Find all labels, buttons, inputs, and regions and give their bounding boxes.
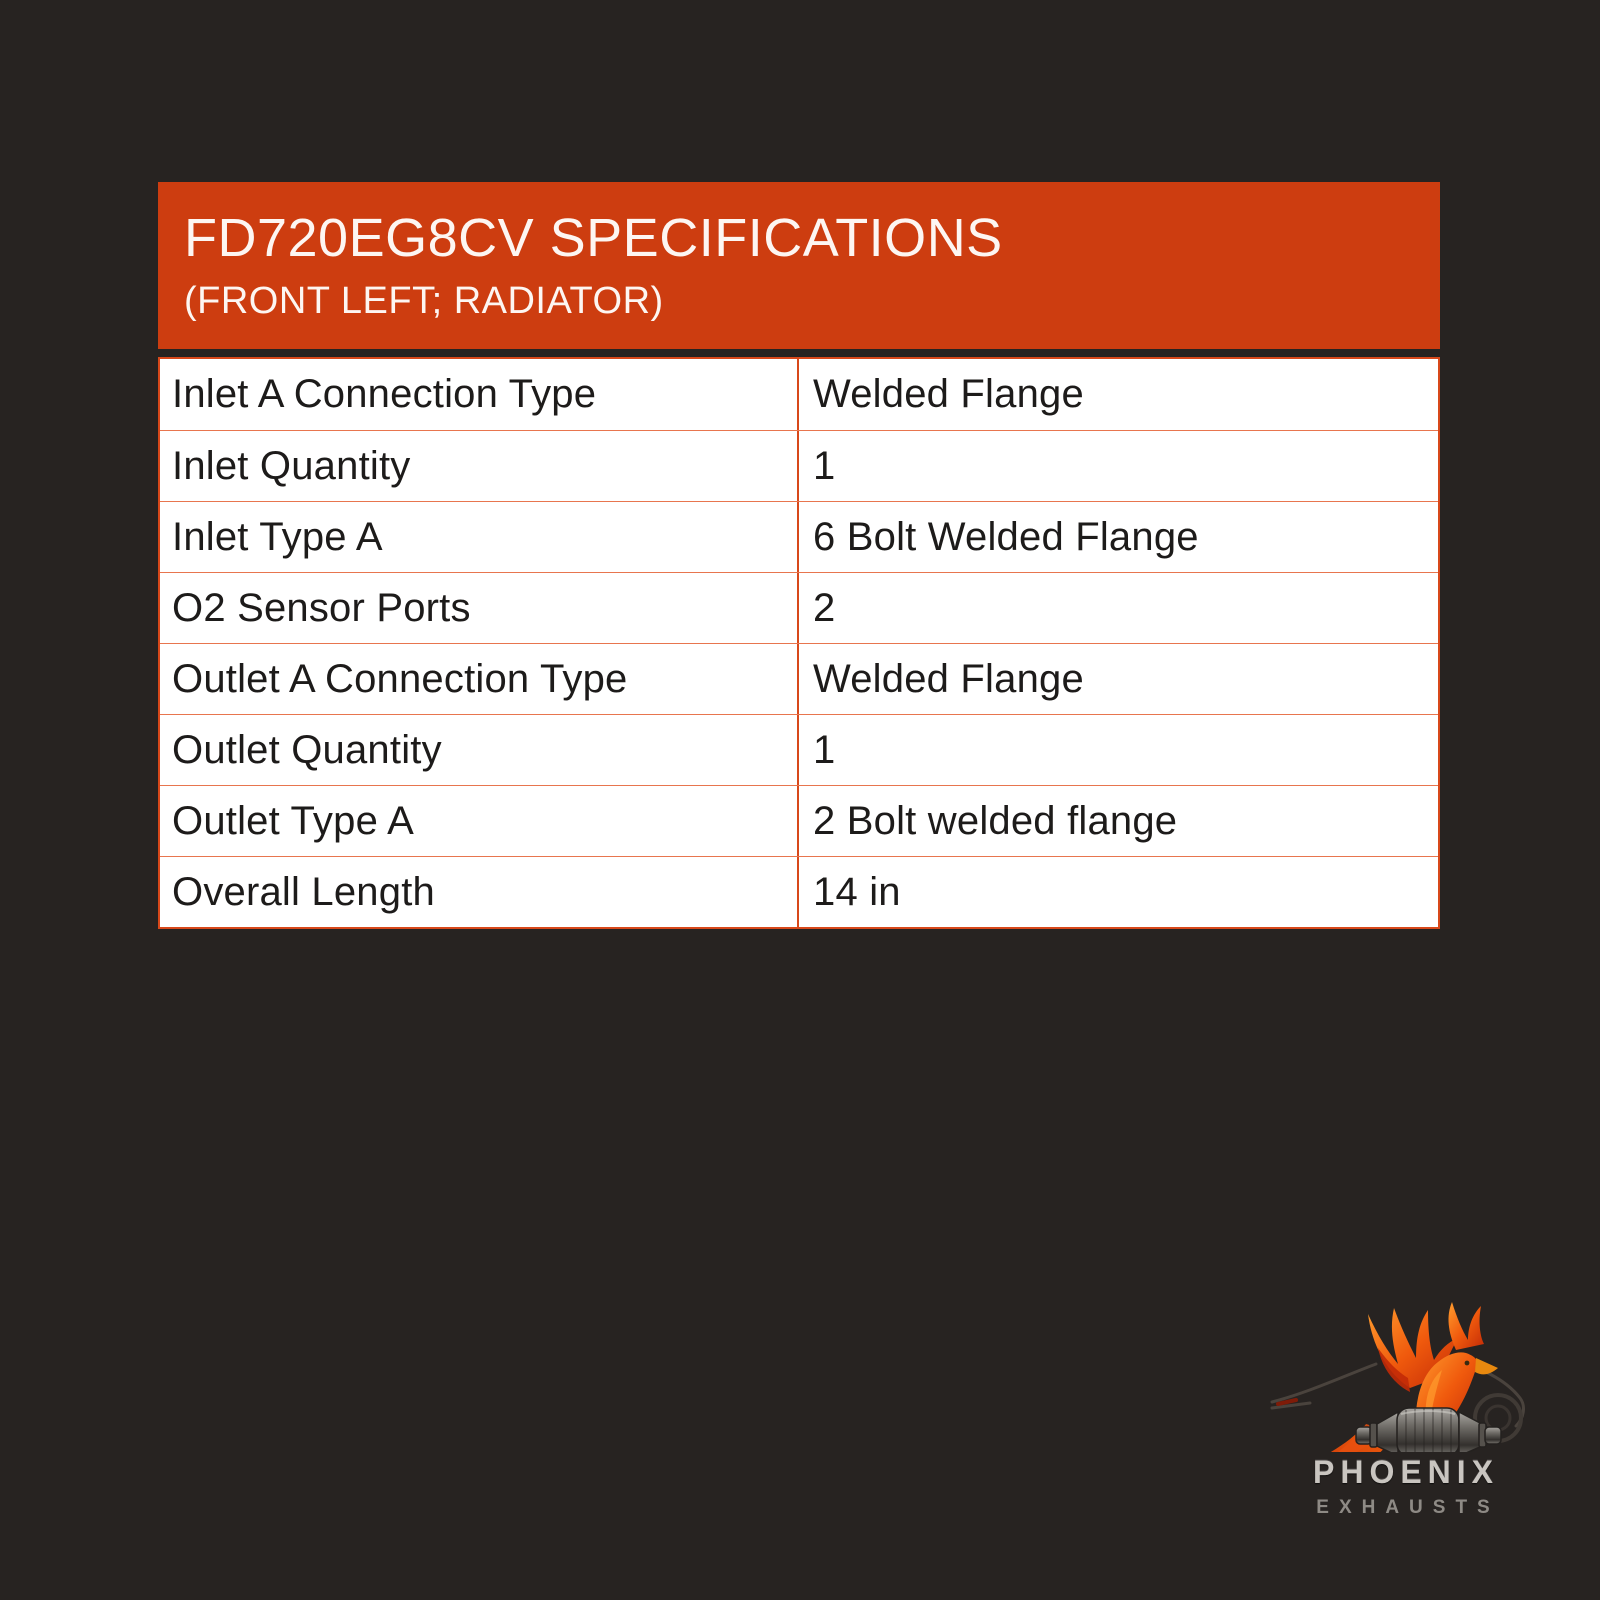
phoenix-exhausts-logo	[1258, 1280, 1548, 1519]
table-row	[160, 643, 1438, 714]
spec-value-cell: Welded Flange	[813, 656, 1084, 701]
catalytic-converter-icon	[1356, 1408, 1501, 1452]
spec-value-cell: 1	[813, 443, 836, 488]
spec-value-cell: 6 Bolt Welded Flange	[813, 514, 1199, 559]
spec-label-cell: Inlet Quantity	[160, 431, 799, 501]
spec-label-cell: Outlet Quantity	[160, 715, 799, 785]
table-row	[160, 501, 1438, 572]
table-row	[160, 572, 1438, 643]
table-row	[160, 430, 1438, 501]
spec-label-cell: Inlet A Connection Type	[160, 359, 799, 430]
spec-label-cell: Outlet Type A	[160, 786, 799, 856]
spec-value-cell: Welded Flange	[813, 372, 1084, 416]
spec-value-cell: 14 in	[813, 869, 901, 914]
spec-value-cell: 2	[813, 585, 836, 630]
table-row	[160, 714, 1438, 785]
spec-label-cell: Inlet Type A	[160, 502, 799, 572]
page-subtitle: (FRONT LEFT; RADIATOR)	[184, 279, 664, 322]
spec-value-cell: 2 Bolt welded flange	[813, 798, 1178, 843]
spec-value-cell: 1	[813, 727, 836, 772]
spec-table	[158, 357, 1440, 929]
phoenix-logo-graphic	[1258, 1280, 1548, 1452]
spec-label-cell: O2 Sensor Ports	[160, 573, 799, 643]
table-row	[160, 856, 1438, 927]
table-row	[160, 785, 1438, 856]
table-row	[160, 359, 1438, 430]
spec-label-cell: Outlet A Connection Type	[160, 644, 799, 714]
page-title: FD720EG8CV SPECIFICATIONS	[184, 208, 1003, 268]
brand-tagline: EXHAUSTS	[1316, 1497, 1500, 1518]
spec-label-cell: Overall Length	[160, 857, 799, 927]
brand-name: PHOENIX	[1312, 1454, 1500, 1490]
spec-header	[158, 182, 1440, 349]
